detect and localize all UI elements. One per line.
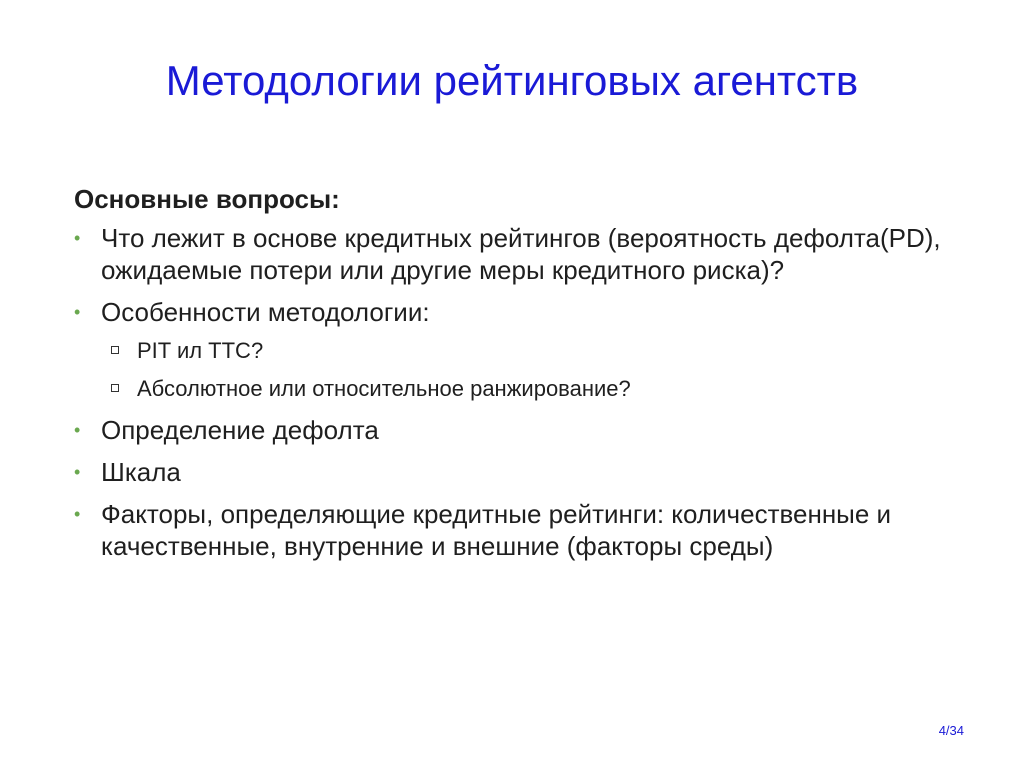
bullet-text: Шкала bbox=[101, 457, 181, 487]
slide-title: Методологии рейтинговых агентств bbox=[165, 57, 859, 104]
bullet-dot-icon: • bbox=[74, 302, 81, 322]
sub-bullet-text: PIT ил TTC? bbox=[137, 338, 264, 363]
bullet-text: Особенности методологии: bbox=[101, 297, 430, 327]
bullet-item bbox=[74, 414, 964, 446]
square-bullet-icon bbox=[111, 384, 119, 392]
bullet-text: Что лежит в основе кредитных рейтингов (вероятность дефолта(PD), ожидаемые потери или другие меры кредитного риска)? bbox=[101, 223, 941, 285]
bullet-dot-icon: • bbox=[74, 462, 81, 482]
section-heading: Основные вопросы: bbox=[74, 184, 340, 214]
sub-bullet-list bbox=[101, 336, 964, 404]
bullet-text: Определение дефолта bbox=[101, 415, 379, 445]
slide-content bbox=[74, 180, 964, 572]
bullet-item bbox=[74, 296, 964, 404]
sub-bullet-item bbox=[101, 336, 964, 366]
bullet-text: Факторы, определяющие кредитные рейтинги: количественные и качественные, внутренние и внешние (факторы среды) bbox=[101, 499, 892, 561]
square-bullet-icon bbox=[111, 346, 119, 354]
bullet-dot-icon: • bbox=[74, 228, 81, 248]
bullet-dot-icon: • bbox=[74, 504, 81, 524]
bullet-item bbox=[74, 222, 964, 286]
sub-bullet-item bbox=[101, 374, 964, 404]
bullet-dot-icon: • bbox=[74, 420, 81, 440]
sub-bullet-text: Абсолютное или относительное ранжирование? bbox=[137, 376, 631, 401]
bullet-item bbox=[74, 498, 964, 562]
bullet-list bbox=[74, 222, 964, 562]
bullet-item bbox=[74, 456, 964, 488]
page-number: 4/34 bbox=[938, 723, 964, 738]
